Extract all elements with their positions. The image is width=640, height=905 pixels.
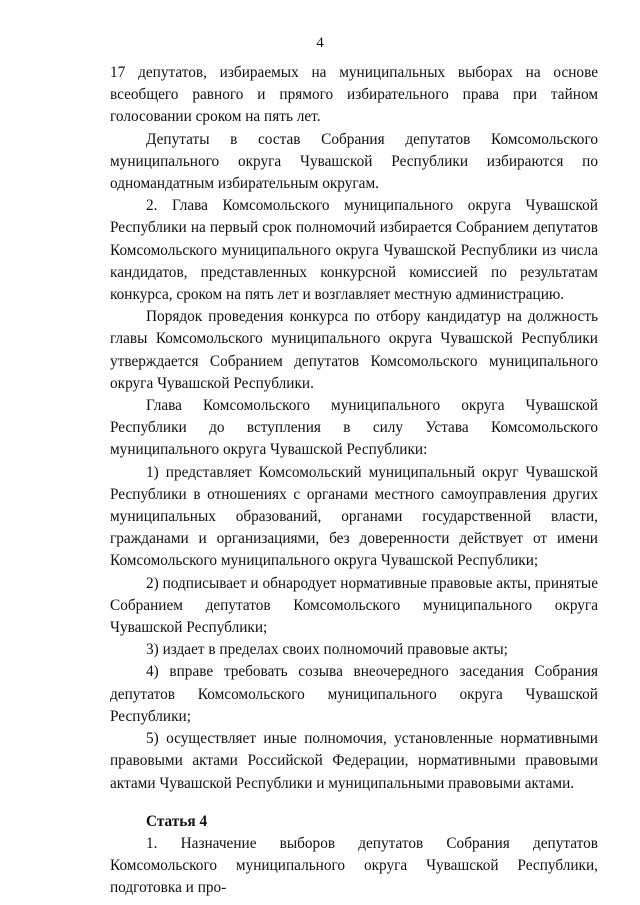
page-number: 4 bbox=[316, 35, 324, 51]
document-body bbox=[110, 62, 598, 900]
article-heading: Статья 4 bbox=[146, 812, 208, 830]
paragraph-4: Порядок проведения конкурса по отбору кандидатур на должность главы Комсомольского муниципального округа Чувашской Республики утверждается Собранием депутатов Комсомольского муниципального округа Чувашской Республики. bbox=[110, 308, 598, 392]
list-item-3: 3) издает в пределах своих полномочий правовые акты; bbox=[146, 641, 508, 659]
paragraph-5: Глава Комсомольского муниципального округа Чувашской Республики до вступления в силу Устава Комсомольского муниципального округа Чувашской Республики: bbox=[110, 397, 598, 459]
list-item-5: 5) осуществляет иные полномочия, установленные нормативными правовыми актами Российской Федерации, нормативными правовыми актами Чувашской Республики и муниципальными правовыми актами. bbox=[110, 730, 598, 792]
paragraph-1: 17 депутатов, избираемых на муниципальных выборах на основе всеобщего равного и прямого избирательного права при тайном голосовании сроком на пять лет. bbox=[110, 64, 598, 126]
list-item-4: 4) вправе требовать созыва внеочередного заседания Собрания депутатов Комсомольского муниципального округа Чувашской Республики; bbox=[110, 663, 598, 725]
list-item-1: 1) представляет Комсомольский муниципальный округ Чувашской Республики в отношениях с органами местного самоуправления других муниципальных образований, органами государственной власти, гражданами и организациями, без доверенности действует от имени Комсомольского муниципального округа Чувашской Республики; bbox=[110, 463, 598, 570]
article-paragraph: 1. Назначение выборов депутатов Собрания депутатов Комсомольского муниципального округа Чувашской Республики, подготовка и про- bbox=[110, 834, 598, 897]
paragraph-2: Депутаты в состав Собрания депутатов Комсомольского муниципального округа Чувашской Республики избираются по одномандатным избирательным округам. bbox=[110, 130, 598, 193]
list-item-2: 2) подписывает и обнародует нормативные правовые акты, принятые Собранием депутатов Комсомольского муниципального округа Чувашской Республики; bbox=[110, 574, 598, 637]
paragraph-3: 2. Глава Комсомольского муниципального округа Чувашской Республики на первый срок полномочий избирается Собранием депутатов Комсомольского муниципального округа Чувашской Республики из числа кандидатов, представленных конкурсной комиссией по результатам конкурса, сроком на пять лет и возглавляет местную администрацию. bbox=[110, 197, 598, 304]
